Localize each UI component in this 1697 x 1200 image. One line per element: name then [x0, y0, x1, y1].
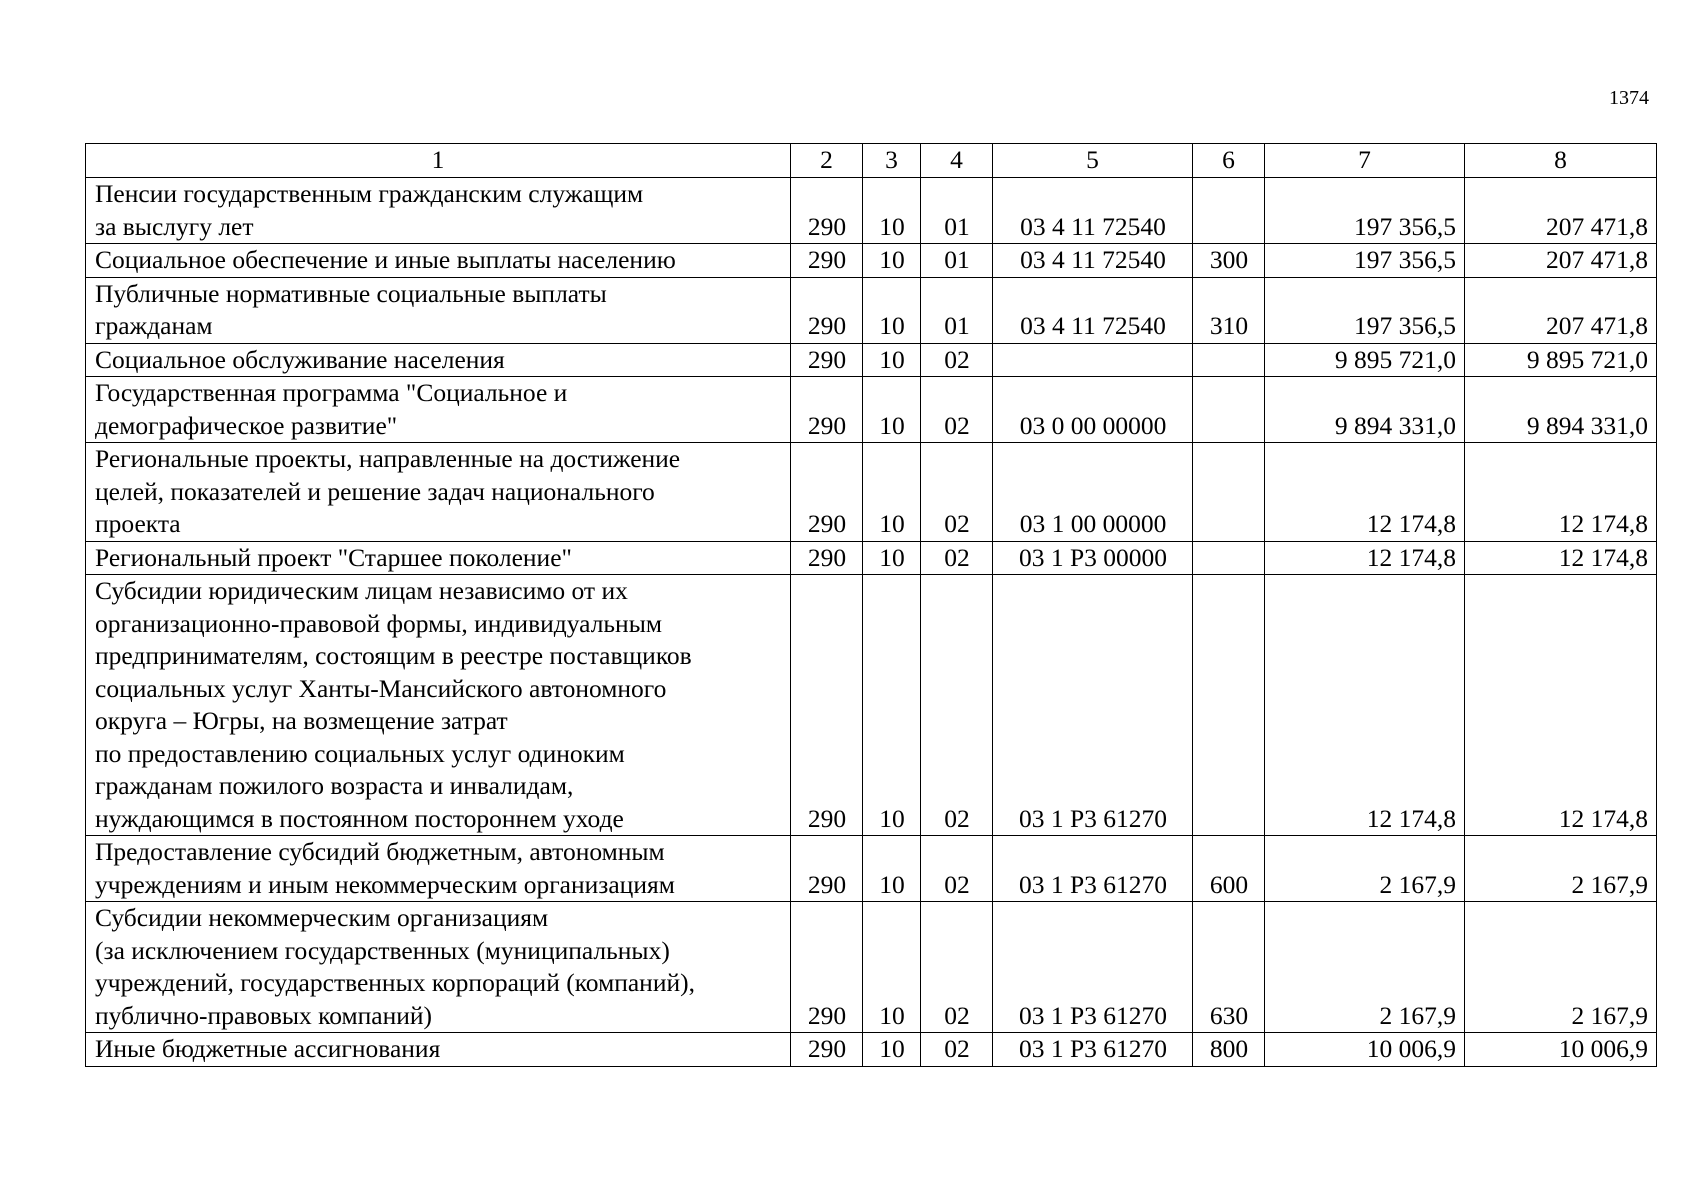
- subsection-cell: 01: [921, 178, 993, 244]
- expense-type-cell: [1193, 575, 1265, 836]
- row-name-cell: Пенсии государственным гражданским служащим за выслугу лет: [86, 178, 791, 244]
- amount-col8-cell: 2 167,9: [1465, 836, 1657, 902]
- subsection-cell: 02: [921, 343, 993, 377]
- amount-col7-cell: 9 894 331,0: [1265, 377, 1465, 443]
- table-row: [86, 443, 1657, 542]
- subsection-cell: 02: [921, 836, 993, 902]
- amount-col7-cell: 9 895 721,0: [1265, 343, 1465, 377]
- column-header: 6: [1193, 144, 1265, 178]
- section-cell: 10: [863, 836, 921, 902]
- target-article-cell: 03 1 Р3 61270: [993, 836, 1193, 902]
- subsection-cell: 02: [921, 1033, 993, 1067]
- table-row: [86, 377, 1657, 443]
- admin-code-cell: 290: [791, 178, 863, 244]
- section-cell: 10: [863, 277, 921, 343]
- table-row: [86, 836, 1657, 902]
- expense-type-cell: [1193, 178, 1265, 244]
- section-cell: 10: [863, 178, 921, 244]
- expense-type-cell: 310: [1193, 277, 1265, 343]
- table-row: [86, 343, 1657, 377]
- amount-col8-cell: 207 471,8: [1465, 277, 1657, 343]
- admin-code-cell: 290: [791, 343, 863, 377]
- amount-col8-cell: 207 471,8: [1465, 244, 1657, 278]
- section-cell: 10: [863, 377, 921, 443]
- subsection-cell: 02: [921, 575, 993, 836]
- admin-code-cell: 290: [791, 575, 863, 836]
- amount-col7-cell: 197 356,5: [1265, 244, 1465, 278]
- table-row: [86, 178, 1657, 244]
- admin-code-cell: 290: [791, 1033, 863, 1067]
- admin-code-cell: 290: [791, 377, 863, 443]
- section-cell: 10: [863, 343, 921, 377]
- row-name-cell: Государственная программа "Социальное и демографическое развитие": [86, 377, 791, 443]
- target-article-cell: 03 4 11 72540: [993, 178, 1193, 244]
- section-cell: 10: [863, 541, 921, 575]
- subsection-cell: 02: [921, 902, 993, 1033]
- row-name-cell: Региональный проект "Старшее поколение": [86, 541, 791, 575]
- table-row: [86, 575, 1657, 836]
- section-cell: 10: [863, 443, 921, 542]
- target-article-cell: 03 4 11 72540: [993, 244, 1193, 278]
- expense-type-cell: [1193, 377, 1265, 443]
- admin-code-cell: 290: [791, 902, 863, 1033]
- amount-col7-cell: 2 167,9: [1265, 836, 1465, 902]
- subsection-cell: 02: [921, 541, 993, 575]
- expense-type-cell: 800: [1193, 1033, 1265, 1067]
- target-article-cell: 03 1 Р3 61270: [993, 1033, 1193, 1067]
- amount-col7-cell: 2 167,9: [1265, 902, 1465, 1033]
- row-name-cell: Социальное обеспечение и иные выплаты населению: [86, 244, 791, 278]
- amount-col8-cell: 12 174,8: [1465, 541, 1657, 575]
- table-row: [86, 541, 1657, 575]
- table-row: [86, 244, 1657, 278]
- column-header: 8: [1465, 144, 1657, 178]
- section-cell: 10: [863, 244, 921, 278]
- column-header: 3: [863, 144, 921, 178]
- subsection-cell: 01: [921, 277, 993, 343]
- column-header: 7: [1265, 144, 1465, 178]
- row-name-cell: Иные бюджетные ассигнования: [86, 1033, 791, 1067]
- target-article-cell: [993, 343, 1193, 377]
- admin-code-cell: 290: [791, 277, 863, 343]
- section-cell: 10: [863, 1033, 921, 1067]
- budget-table: [85, 143, 1657, 1067]
- amount-col8-cell: 2 167,9: [1465, 902, 1657, 1033]
- column-header: 1: [86, 144, 791, 178]
- amount-col7-cell: 10 006,9: [1265, 1033, 1465, 1067]
- section-cell: 10: [863, 902, 921, 1033]
- amount-col7-cell: 197 356,5: [1265, 277, 1465, 343]
- amount-col7-cell: 12 174,8: [1265, 541, 1465, 575]
- amount-col7-cell: 12 174,8: [1265, 443, 1465, 542]
- admin-code-cell: 290: [791, 836, 863, 902]
- column-header: 2: [791, 144, 863, 178]
- row-name-cell: Субсидии юридическим лицам независимо от их организационно-правовой формы, индивидуальным предпринимателям, состоящим в реестре поставщиков социальных услуг Ханты-Мансийского автономного округа – Югры, на возмещение затрат по предоставлению социальных услуг одиноким гражданам пожилого возраста и инвалидам, нуждающимся в постоянном постороннем уходе: [86, 575, 791, 836]
- target-article-cell: 03 1 Р3 00000: [993, 541, 1193, 575]
- row-name-cell: Субсидии некоммерческим организациям (за исключением государственных (муниципальных) учреждений, государственных корпораций (компаний), публично-правовых компаний): [86, 902, 791, 1033]
- row-name-cell: Социальное обслуживание населения: [86, 343, 791, 377]
- column-header: 5: [993, 144, 1193, 178]
- subsection-cell: 01: [921, 244, 993, 278]
- amount-col8-cell: 9 895 721,0: [1465, 343, 1657, 377]
- target-article-cell: 03 1 00 00000: [993, 443, 1193, 542]
- expense-type-cell: 600: [1193, 836, 1265, 902]
- amount-col7-cell: 197 356,5: [1265, 178, 1465, 244]
- amount-col8-cell: 12 174,8: [1465, 443, 1657, 542]
- page-number: 1374: [1609, 87, 1649, 109]
- admin-code-cell: 290: [791, 541, 863, 575]
- admin-code-cell: 290: [791, 443, 863, 542]
- section-cell: 10: [863, 575, 921, 836]
- row-name-cell: Региональные проекты, направленные на достижение целей, показателей и решение задач национального проекта: [86, 443, 791, 542]
- column-header: 4: [921, 144, 993, 178]
- header-row: [86, 144, 1657, 178]
- subsection-cell: 02: [921, 443, 993, 542]
- amount-col8-cell: 9 894 331,0: [1465, 377, 1657, 443]
- expense-type-cell: [1193, 443, 1265, 542]
- expense-type-cell: [1193, 343, 1265, 377]
- amount-col7-cell: 12 174,8: [1265, 575, 1465, 836]
- expense-type-cell: 300: [1193, 244, 1265, 278]
- row-name-cell: Предоставление субсидий бюджетным, автономным учреждениям и иным некоммерческим организациям: [86, 836, 791, 902]
- amount-col8-cell: 207 471,8: [1465, 178, 1657, 244]
- table-row: [86, 902, 1657, 1033]
- expense-type-cell: 630: [1193, 902, 1265, 1033]
- amount-col8-cell: 10 006,9: [1465, 1033, 1657, 1067]
- target-article-cell: 03 1 Р3 61270: [993, 575, 1193, 836]
- target-article-cell: 03 1 Р3 61270: [993, 902, 1193, 1033]
- table-row: [86, 1033, 1657, 1067]
- row-name-cell: Публичные нормативные социальные выплаты гражданам: [86, 277, 791, 343]
- target-article-cell: 03 0 00 00000: [993, 377, 1193, 443]
- admin-code-cell: 290: [791, 244, 863, 278]
- amount-col8-cell: 12 174,8: [1465, 575, 1657, 836]
- target-article-cell: 03 4 11 72540: [993, 277, 1193, 343]
- expense-type-cell: [1193, 541, 1265, 575]
- subsection-cell: 02: [921, 377, 993, 443]
- table-row: [86, 277, 1657, 343]
